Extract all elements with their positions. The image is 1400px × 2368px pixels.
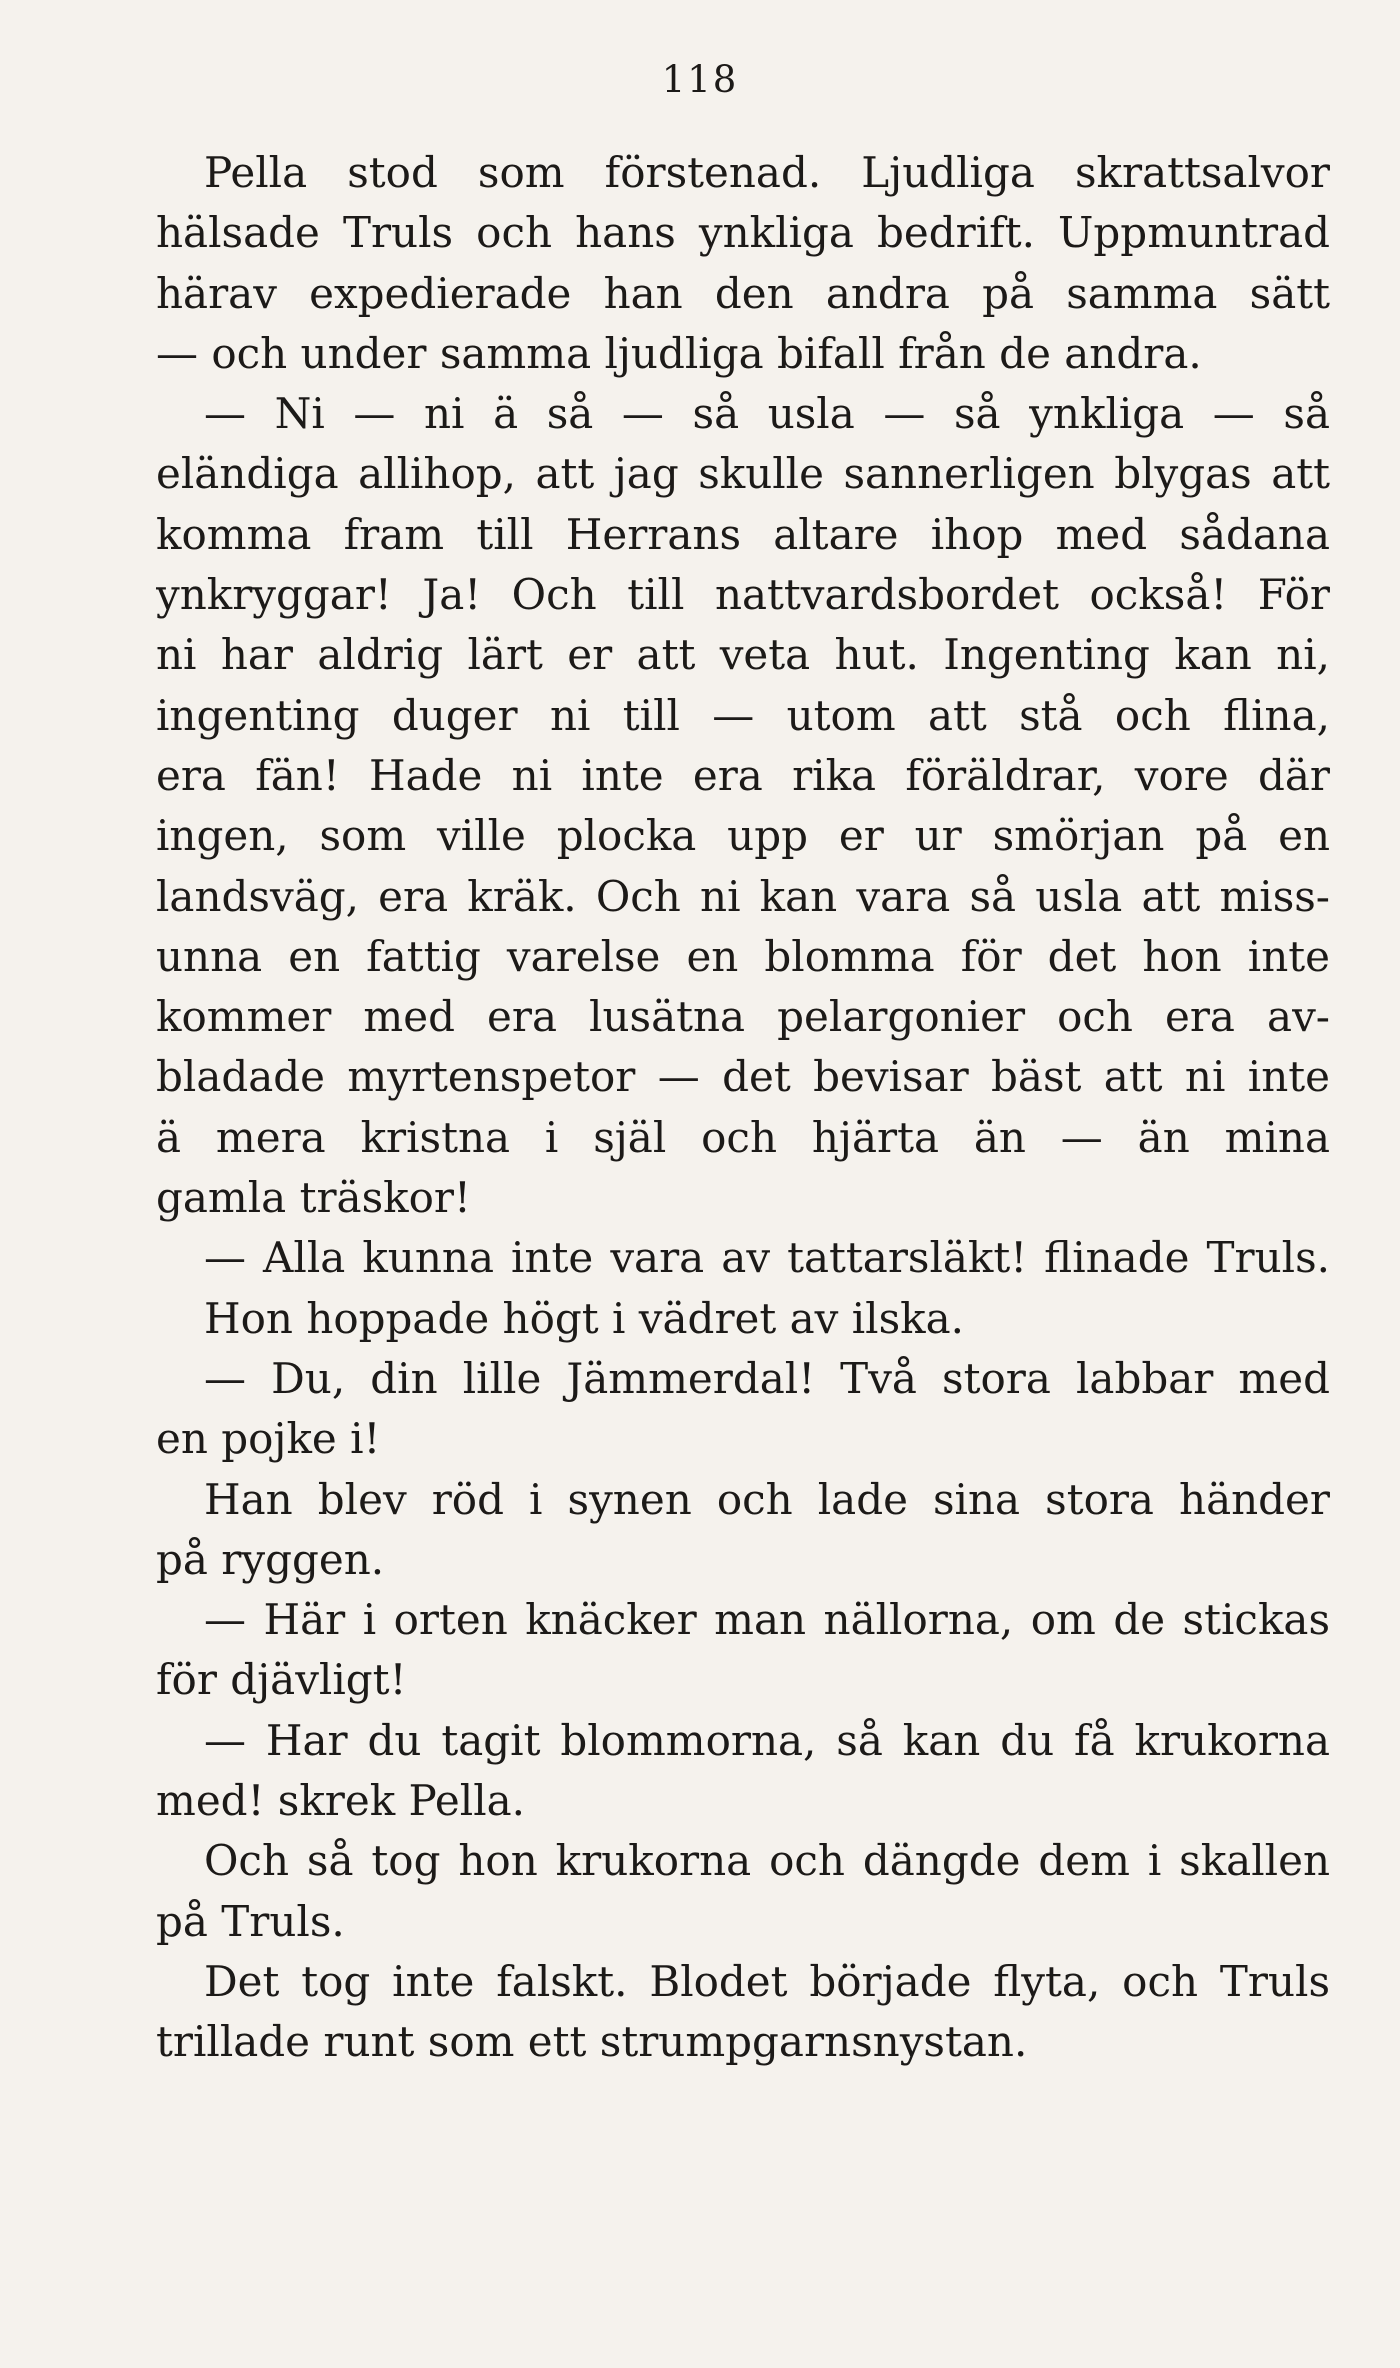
text-line: ingen, som ville plocka upp er ur smörjan på en xyxy=(156,811,1330,861)
text-line: ingenting duger ni till — utom att stå och flina, xyxy=(156,690,1330,740)
text-line: — Här i orten knäcker man nällorna, om de stickas xyxy=(204,1595,1330,1645)
text-line: Hon hoppade högt i vädret av ilska. xyxy=(204,1293,964,1343)
text-line: komma fram till Herrans altare ihop med sådana xyxy=(156,509,1330,559)
text-line: bladade myrtenspetor — det bevisar bäst att ni inte xyxy=(156,1052,1330,1102)
text-line: gamla träskor! xyxy=(156,1173,471,1223)
text-line: ynkryggar! Ja! Och till nattvardsbordet också! För xyxy=(156,570,1330,620)
body-text xyxy=(156,143,1330,2073)
text-line: era fän! Hade ni inte era rika föräldrar, vore där xyxy=(156,750,1330,800)
text-line: trillade runt som ett strumpgarnsnystan. xyxy=(156,2017,1028,2067)
text-line: — och under samma ljudliga bifall från de andra. xyxy=(156,328,1202,378)
text-line: — Har du tagit blommorna, så kan du få krukorna xyxy=(204,1715,1330,1765)
text-line: kommer med era lusätna pelargonier och era av- xyxy=(156,992,1330,1042)
text-line: ni har aldrig lärt er att veta hut. Ingenting kan ni, xyxy=(156,630,1330,680)
text-line: Han blev röd i synen och lade sina stora händer xyxy=(204,1474,1330,1524)
text-line: med! skrek Pella. xyxy=(156,1776,526,1826)
text-line: en pojke i! xyxy=(156,1414,381,1464)
page-number: 118 xyxy=(661,58,739,101)
text-line: eländiga allihop, att jag skulle sannerligen blygas att xyxy=(156,449,1330,499)
text-line: Det tog inte falskt. Blodet började flyta, och Truls xyxy=(204,1956,1330,2006)
text-line: hälsade Truls och hans ynkliga bedrift. Uppmuntrad xyxy=(156,208,1330,258)
text-line: för djävligt! xyxy=(156,1655,407,1705)
text-line: Pella stod som förstenad. Ljudliga skrattsalvor xyxy=(204,148,1330,197)
text-line: ä mera kristna i själ och hjärta än — än mina xyxy=(156,1112,1330,1162)
text-line: på Truls. xyxy=(156,1896,345,1946)
text-line: landsväg, era kräk. Och ni kan vara så usla att miss- xyxy=(156,871,1330,921)
text-line: — Du, din lille Jämmerdal! Två stora labbar med xyxy=(204,1353,1330,1403)
text-line: Och så tog hon krukorna och dängde dem i skallen xyxy=(204,1836,1330,1886)
text-line: härav expedierade han den andra på samma sätt xyxy=(156,268,1330,318)
text-line: unna en fattig varelse en blomma för det hon inte xyxy=(156,931,1330,981)
text-line: — Ni — ni ä så — så usla — så ynkliga — så xyxy=(204,389,1330,439)
text-line: — Alla kunna inte vara av tattarsläkt! flinade Truls. xyxy=(204,1233,1330,1283)
text-line: på ryggen. xyxy=(156,1534,385,1584)
